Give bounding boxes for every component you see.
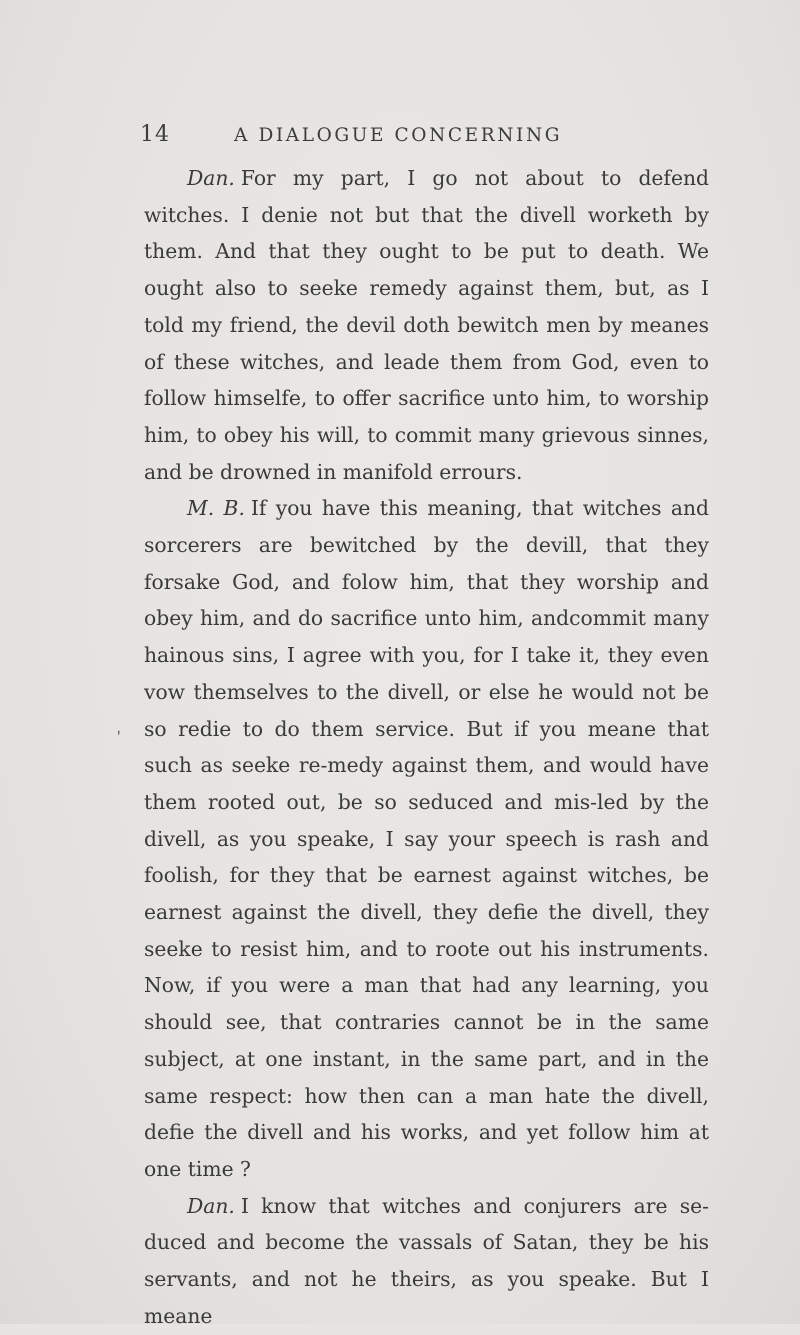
paragraph: [144, 1188, 709, 1335]
paragraph-text: For my part, I go not about to defend witches. I denie not but that the divell worketh by them. And that they ought to be put to death. We ought also to seeke remedy against them, but, as I told my friend, the devil doth bewitch men by meanes of these witches, and leade them from God, even to follow himselfe, to offer sacrifice unto him, to worship him, to obey his will, to commit many grievous sinnes, and be drowned in manifold errours.: [144, 166, 709, 484]
speaker-name: Dan.: [187, 166, 235, 190]
speaker-name: Dan.: [187, 1193, 235, 1218]
page-header: [140, 122, 700, 152]
page-number: 14: [140, 122, 170, 147]
paragraph-text: If you have this meaning, that witches and sorcerers are bewitched by the devill, that they forsake God, and folow him, that they worship and obey him, and do sacrifice unto him, andcommit many hainous sins, I agree with you, for I take it, they even vow themselves to the divell, or else he would not be so redie to do them service. But if you meane that such as seeke re-medy against them, and would have them rooted out, be so seduced and mis-led by the divell, as you speake, I say your speech is rash and foolish, for they that be earnest against witches, be earnest against the divell, they defie the divell, they seeke to resist him, and to roote out his instruments. Now, if you were a man that had any learning, you should see, that contraries cannot be in the same subject, at one instant, in the same part, and in the same respect: how then can a man hate the divell, defie the divell and his works, and yet follow him at one time ?: [144, 496, 709, 1181]
speaker-name: M. B.: [187, 496, 245, 521]
paragraph: [144, 490, 709, 1187]
ink-smudge-mark: ⸴: [113, 719, 123, 740]
running-head: A DIALOGUE CONCERNING: [234, 125, 563, 146]
paragraph: [144, 160, 709, 490]
body-text: [144, 160, 709, 1335]
paragraph-text: I know that witches and conjurers are se-duced and become the vassals of Satan, they be his servants, and not he theirs, as you speake. But I meane: [144, 1193, 709, 1328]
